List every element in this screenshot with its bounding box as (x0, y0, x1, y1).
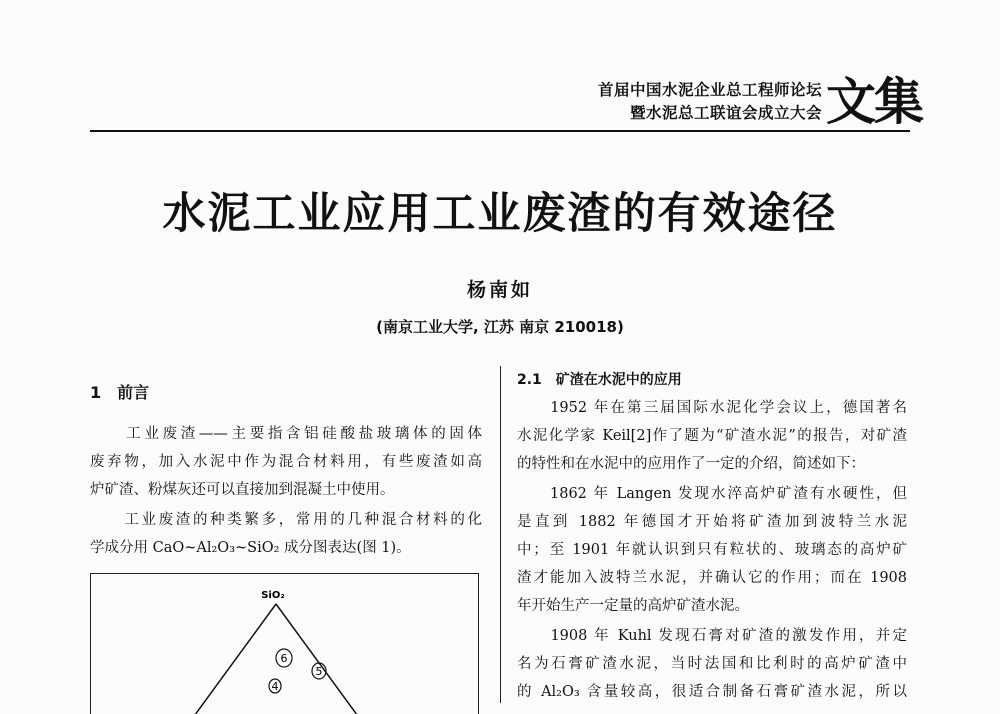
header-conference-line: 暨水泥总工联谊会成立大会 (629, 104, 822, 122)
marker-4 (269, 679, 281, 693)
text-line: 1908 年 Kuhl 发现石膏对矿渣的激发作用，并定 (517, 628, 907, 644)
marker-5 (312, 663, 326, 679)
column-divider (500, 366, 501, 703)
text-line: 是直到 1882 年德国才开始将矿渣加到波特兰水泥 (517, 514, 907, 530)
text-line: 炉矿渣、粉煤灰还可以直接加到混凝土中使用。 (90, 482, 395, 498)
text-line: 年开始生产一定量的高炉矿渣水泥。 (517, 598, 749, 614)
author-name: 杨南如 (466, 279, 533, 301)
text-line: 工业废渣的种类繁多，常用的几种混合材料的化 (90, 512, 482, 528)
text-line: 工业废渣——主要指含铝硅酸盐玻璃体的固体 (90, 426, 482, 442)
text-line: 渣才能加入波特兰水泥，并确认它的作用；而在 1908 (517, 570, 907, 586)
text-line: 学成分用 CaO~Al₂O₃~SiO₂ 成分图表达(图 1)。 (90, 540, 411, 556)
figure-1-ternary-diagram (90, 573, 479, 714)
svg-text:5: 5 (315, 665, 323, 678)
ternary-diagram-svg (91, 574, 478, 714)
text-line: 废弃物，加入水泥中作为混合材料用，有些废渣如高 (90, 454, 482, 470)
svg-text:4: 4 (271, 680, 279, 693)
text-line: 的特性和在水泥中的应用作了一定的介绍，简述如下： (517, 456, 865, 472)
paper-title: 水泥工业应用工业废渣的有效途径 (162, 189, 838, 239)
text-line: 名为石膏矿渣水泥，当时法国和比利时的高炉矿渣中 (517, 656, 907, 672)
section-heading-introduction: 1 前言 (90, 383, 150, 402)
triangle-right-edge (276, 604, 371, 714)
header-rule (90, 130, 910, 132)
marker-6 (276, 649, 292, 667)
apex-label-sio2: SiO₂ (261, 590, 285, 601)
author-affiliation: (南京工业大学, 江苏 南京 210018) (376, 318, 624, 336)
svg-text:6: 6 (280, 652, 288, 665)
text-line: 的 Al₂O₃ 含量较高，很适合制备石膏矿渣水泥，所以 (517, 684, 907, 700)
triangle-left-edge (181, 604, 276, 714)
text-line: 1952 年在第三届国际水泥化学会议上，德国著名 (517, 400, 907, 416)
text-line: 水泥化学家 Keil[2]作了题为“矿渣水泥”的报告，对矿渣 (517, 428, 907, 444)
subsection-heading-slag: 2.1 矿渣在水泥中的应用 (517, 372, 682, 388)
header-forum-line: 首届中国水泥企业总工程师论坛 (597, 81, 822, 99)
header-collection-label: 文集 (826, 72, 922, 131)
text-line: 1862 年 Langen 发现水淬高炉矿渣有水硬性，但 (517, 486, 907, 502)
text-line: 中；至 1901 年就认识到只有粒状的、玻璃态的高炉矿 (517, 542, 907, 558)
